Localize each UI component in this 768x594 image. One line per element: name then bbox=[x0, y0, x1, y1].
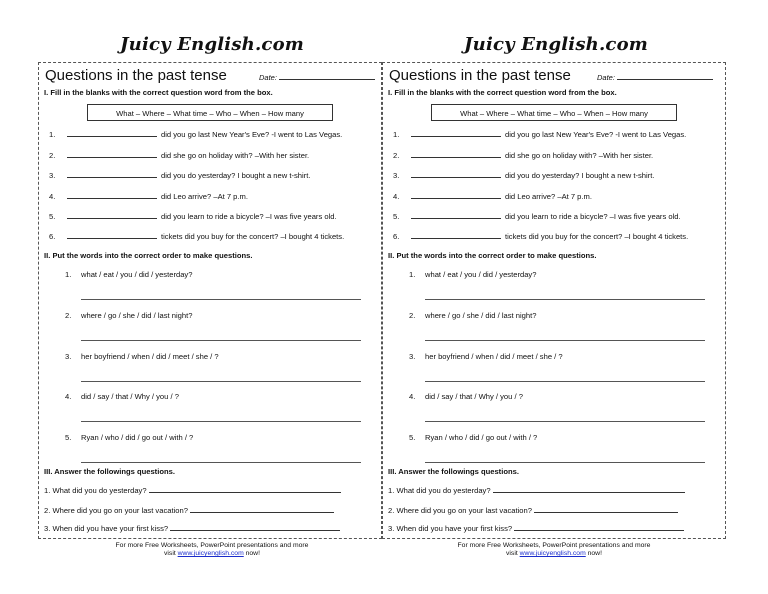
item-number: 5. bbox=[49, 212, 56, 221]
section-2-heading: II. Put the words into the correct order to make questions. bbox=[388, 251, 597, 260]
section-1-heading: I. Fill in the blanks with the correct question word from the box. bbox=[388, 88, 617, 97]
item-number: 2. bbox=[65, 311, 72, 320]
item-text: did you do yesterday? I bought a new t-shirt. bbox=[505, 171, 655, 180]
item-text: did she go on holiday with? –With her sister. bbox=[161, 151, 310, 160]
item-number: 4. bbox=[49, 192, 56, 201]
item-text: what / eat / you / did / yesterday? bbox=[81, 270, 193, 279]
word-box: What – Where – What time – Who – When – How many bbox=[87, 104, 333, 121]
order-item bbox=[409, 311, 536, 320]
order-item bbox=[409, 433, 537, 442]
item-number: 4. bbox=[65, 392, 72, 401]
answer-line[interactable] bbox=[81, 299, 361, 300]
fill-item bbox=[393, 232, 688, 241]
answer-blank[interactable] bbox=[411, 198, 501, 199]
item-text: 1. What did you do yesterday? bbox=[388, 486, 491, 495]
answer-blank[interactable] bbox=[411, 177, 501, 178]
order-item bbox=[65, 311, 192, 320]
fill-item bbox=[49, 171, 310, 180]
item-number: 3. bbox=[409, 352, 416, 361]
item-number: 2. bbox=[409, 311, 416, 320]
worksheet-title: Questions in the past tense bbox=[45, 67, 227, 84]
answer-item bbox=[388, 504, 678, 515]
date-line[interactable] bbox=[617, 79, 713, 80]
answer-line[interactable] bbox=[81, 381, 361, 382]
answer-line[interactable] bbox=[81, 340, 361, 341]
date-label: Date: bbox=[597, 73, 615, 82]
answer-line[interactable] bbox=[493, 484, 685, 493]
item-text: did she go on holiday with? –With her sister. bbox=[505, 151, 654, 160]
item-text: did / say / that / Why / you / ? bbox=[81, 392, 179, 401]
answer-item bbox=[44, 484, 341, 495]
item-text: 3. When did you have your first kiss? bbox=[44, 524, 169, 533]
answer-line[interactable] bbox=[514, 522, 684, 531]
item-number: 4. bbox=[393, 192, 400, 201]
site-logo: Juicy English.com bbox=[119, 34, 305, 55]
item-text: 1. What did you do yesterday? bbox=[44, 486, 147, 495]
item-text: 2. Where did you go on your last vacation? bbox=[388, 506, 532, 515]
fill-item bbox=[49, 192, 248, 201]
footer-visit: visit bbox=[164, 550, 176, 557]
site-logo: Juicy English.com bbox=[463, 34, 649, 55]
answer-line[interactable] bbox=[425, 299, 705, 300]
item-text: tickets did you buy for the concert? –I bought 4 tickets. bbox=[505, 232, 689, 241]
answer-line[interactable] bbox=[149, 484, 341, 493]
answer-blank[interactable] bbox=[67, 238, 157, 239]
footer-now: now! bbox=[245, 550, 260, 557]
item-number: 1. bbox=[409, 270, 416, 279]
answer-item bbox=[388, 522, 684, 533]
item-text: tickets did you buy for the concert? –I bought 4 tickets. bbox=[161, 232, 345, 241]
item-text: Ryan / who / did / go out / with / ? bbox=[425, 433, 538, 442]
word-box: What – Where – What time – Who – When – How many bbox=[431, 104, 677, 121]
item-text: Ryan / who / did / go out / with / ? bbox=[81, 433, 194, 442]
footer bbox=[42, 542, 382, 558]
answer-blank[interactable] bbox=[411, 218, 501, 219]
worksheet-left bbox=[38, 62, 382, 539]
item-number: 5. bbox=[65, 433, 72, 442]
item-text: where / go / she / did / last night? bbox=[81, 311, 193, 320]
item-number: 1. bbox=[49, 130, 56, 139]
answer-blank[interactable] bbox=[67, 136, 157, 137]
item-number: 4. bbox=[409, 392, 416, 401]
item-text: did you go last New Year's Eve? -I went to Las Vegas. bbox=[161, 130, 343, 139]
date-line[interactable] bbox=[279, 79, 375, 80]
item-number: 5. bbox=[393, 212, 400, 221]
fill-item bbox=[393, 130, 686, 139]
section-3-heading: III. Answer the followings questions. bbox=[44, 467, 175, 476]
item-number: 2. bbox=[393, 151, 400, 160]
section-3-heading: III. Answer the followings questions. bbox=[388, 467, 519, 476]
date-field bbox=[597, 73, 713, 82]
footer-now: now! bbox=[587, 550, 602, 557]
answer-blank[interactable] bbox=[411, 157, 501, 158]
answer-line[interactable] bbox=[425, 381, 705, 382]
answer-blank[interactable] bbox=[411, 136, 501, 137]
footer-text: For more Free Worksheets, PowerPoint presentations and more bbox=[457, 542, 651, 549]
website-link[interactable]: www.juicyenglish.com bbox=[177, 550, 244, 557]
answer-item bbox=[44, 504, 334, 515]
answer-line[interactable] bbox=[170, 522, 340, 531]
item-text: did you do yesterday? I bought a new t-shirt. bbox=[161, 171, 311, 180]
item-text: where / go / she / did / last night? bbox=[425, 311, 537, 320]
item-text: 3. When did you have your first kiss? bbox=[388, 524, 513, 533]
order-item bbox=[65, 433, 193, 442]
item-number: 6. bbox=[393, 232, 400, 241]
fill-item bbox=[393, 212, 681, 221]
item-number: 3. bbox=[393, 171, 400, 180]
item-text: did / say / that / Why / you / ? bbox=[425, 392, 523, 401]
answer-line[interactable] bbox=[534, 504, 678, 513]
item-number: 3. bbox=[65, 352, 72, 361]
answer-blank[interactable] bbox=[67, 157, 157, 158]
answer-line[interactable] bbox=[81, 421, 361, 422]
order-item bbox=[65, 352, 219, 361]
item-text: what / eat / you / did / yesterday? bbox=[425, 270, 537, 279]
fill-item bbox=[49, 151, 309, 160]
item-number: 6. bbox=[49, 232, 56, 241]
answer-line[interactable] bbox=[425, 421, 705, 422]
worksheet-title: Questions in the past tense bbox=[389, 67, 571, 84]
answer-line[interactable] bbox=[425, 340, 705, 341]
item-number: 1. bbox=[393, 130, 400, 139]
fill-item bbox=[49, 212, 337, 221]
order-item bbox=[65, 392, 179, 401]
worksheet-right bbox=[382, 62, 726, 539]
item-text: her boyfriend / when / did / meet / she / ? bbox=[81, 352, 219, 361]
answer-line[interactable] bbox=[190, 504, 334, 513]
footer-text: For more Free Worksheets, PowerPoint presentations and more bbox=[115, 542, 309, 549]
answer-blank[interactable] bbox=[67, 177, 157, 178]
answer-blank[interactable] bbox=[67, 218, 157, 219]
item-number: 2. bbox=[49, 151, 56, 160]
item-text: 2. Where did you go on your last vacation? bbox=[44, 506, 188, 515]
item-text: did Leo arrive? –At 7 p.m. bbox=[161, 192, 248, 201]
answer-line[interactable] bbox=[81, 462, 361, 463]
date-field bbox=[259, 73, 375, 82]
order-item bbox=[65, 270, 192, 279]
section-1-heading: I. Fill in the blanks with the correct question word from the box. bbox=[44, 88, 273, 97]
fill-item bbox=[49, 130, 342, 139]
item-text: did you learn to ride a bicycle? –I was five years old. bbox=[161, 212, 337, 221]
fill-item bbox=[393, 171, 654, 180]
footer bbox=[384, 542, 724, 558]
item-number: 5. bbox=[409, 433, 416, 442]
date-label: Date: bbox=[259, 73, 277, 82]
item-number: 3. bbox=[49, 171, 56, 180]
answer-blank[interactable] bbox=[67, 198, 157, 199]
answer-line[interactable] bbox=[425, 462, 705, 463]
answer-blank[interactable] bbox=[411, 238, 501, 239]
website-link[interactable]: www.juicyenglish.com bbox=[519, 550, 586, 557]
fill-item bbox=[393, 192, 592, 201]
item-text: did you learn to ride a bicycle? –I was five years old. bbox=[505, 212, 681, 221]
footer-visit: visit bbox=[506, 550, 518, 557]
answer-item bbox=[44, 522, 340, 533]
item-text: did Leo arrive? –At 7 p.m. bbox=[505, 192, 592, 201]
item-number: 1. bbox=[65, 270, 72, 279]
fill-item bbox=[49, 232, 344, 241]
order-item bbox=[409, 270, 536, 279]
item-text: her boyfriend / when / did / meet / she / ? bbox=[425, 352, 563, 361]
order-item bbox=[409, 392, 523, 401]
fill-item bbox=[393, 151, 653, 160]
item-text: did you go last New Year's Eve? -I went to Las Vegas. bbox=[505, 130, 687, 139]
order-item bbox=[409, 352, 563, 361]
answer-item bbox=[388, 484, 685, 495]
section-2-heading: II. Put the words into the correct order to make questions. bbox=[44, 251, 253, 260]
